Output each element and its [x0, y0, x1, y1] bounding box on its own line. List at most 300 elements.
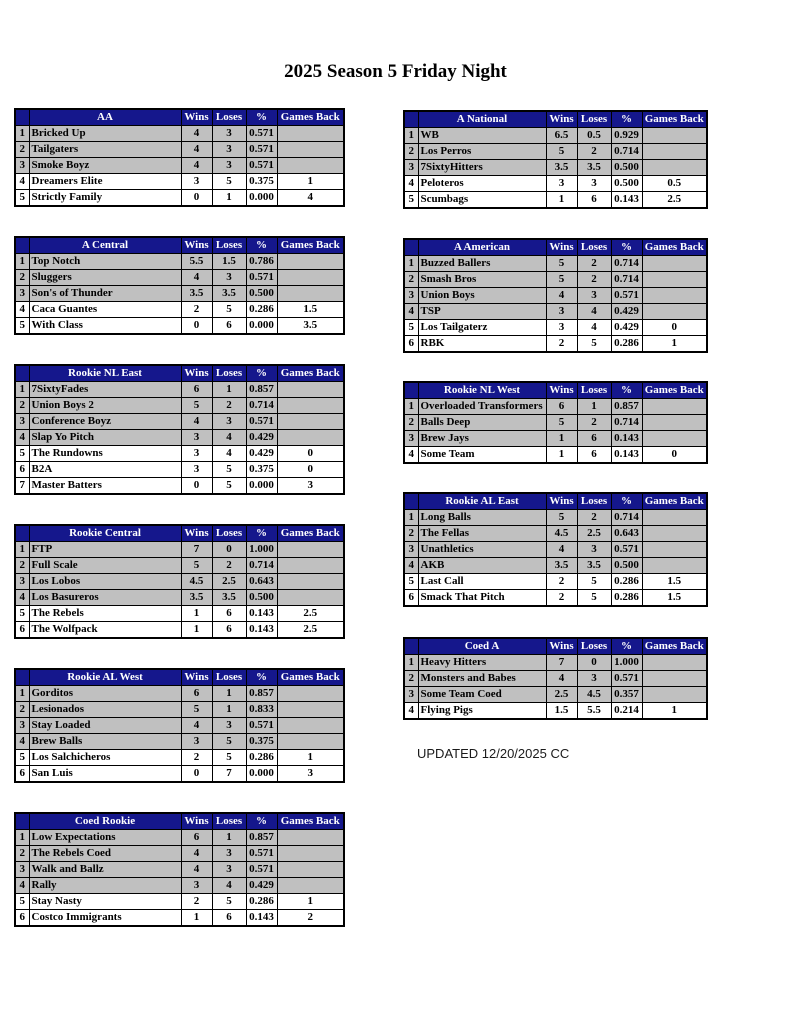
team-name-cell: Top Notch [29, 254, 181, 270]
team-name-cell: Los Salchicheros [29, 750, 181, 766]
team-name-cell: TSP [418, 304, 546, 320]
loses-cell: 3 [212, 414, 246, 430]
wins-cell: 2.5 [546, 687, 577, 703]
wins-cell: 3 [546, 176, 577, 192]
loses-cell: 1 [212, 702, 246, 718]
standings-row [404, 304, 707, 320]
wins-cell: 0 [181, 190, 212, 207]
loses-cell: 5.5 [577, 703, 611, 720]
loses-header: Loses [577, 239, 611, 256]
team-name-cell: RBK [418, 336, 546, 353]
pct-cell: 0.571 [246, 414, 277, 430]
standings-table [403, 381, 708, 464]
standings-row [404, 415, 707, 431]
games-back-cell: 3 [277, 478, 344, 495]
pct-cell: 0.500 [611, 176, 642, 192]
division-name: Rookie NL East [29, 365, 181, 382]
games-back-cell: 4 [277, 190, 344, 207]
wins-cell: 3.5 [546, 558, 577, 574]
standings-row [15, 270, 344, 286]
wins-cell: 4.5 [546, 526, 577, 542]
standings-row [15, 174, 344, 190]
games-back-cell [277, 286, 344, 302]
standings-row [404, 526, 707, 542]
loses-cell: 3 [212, 862, 246, 878]
loses-cell: 1 [212, 686, 246, 702]
loses-cell: 5 [212, 894, 246, 910]
games-back-cell: 1 [642, 703, 707, 720]
rank-cell: 4 [15, 302, 29, 318]
pct-cell: 0.571 [246, 718, 277, 734]
rank-cell: 4 [404, 703, 418, 720]
games-back-cell [642, 671, 707, 687]
corner-cell [404, 638, 418, 655]
division-name: Rookie Central [29, 525, 181, 542]
pct-cell: 0.571 [611, 542, 642, 558]
pct-cell: 0.000 [246, 478, 277, 495]
standings-row [15, 382, 344, 398]
standings-table-aa [14, 108, 345, 207]
team-name-cell: WB [418, 128, 546, 144]
standings-row [15, 286, 344, 302]
pct-cell: 0.429 [246, 446, 277, 462]
games-back-cell: 0 [277, 462, 344, 478]
wins-cell: 6 [181, 830, 212, 846]
pct-cell: 0.143 [246, 622, 277, 639]
pct-cell: 0.500 [611, 558, 642, 574]
standings-row [15, 574, 344, 590]
loses-cell: 0 [577, 655, 611, 671]
wins-cell: 5 [181, 558, 212, 574]
standings-row [404, 655, 707, 671]
loses-cell: 1.5 [212, 254, 246, 270]
team-name-cell: FTP [29, 542, 181, 558]
games-back-cell [277, 270, 344, 286]
rank-cell: 4 [404, 447, 418, 464]
rank-cell: 2 [404, 272, 418, 288]
pct-cell: 0.571 [246, 846, 277, 862]
loses-cell: 7 [212, 766, 246, 783]
standings-table-a-central [14, 236, 345, 335]
standings-row [404, 510, 707, 526]
team-name-cell: Scumbags [418, 192, 546, 209]
rank-cell: 1 [404, 399, 418, 415]
rank-cell: 5 [15, 750, 29, 766]
pct-header: % [246, 669, 277, 686]
standings-row [404, 431, 707, 447]
wins-cell: 5 [546, 256, 577, 272]
team-name-cell: Costco Immigrants [29, 910, 181, 927]
division-name: A Central [29, 237, 181, 254]
standings-table [403, 110, 708, 209]
pct-cell: 0.286 [611, 590, 642, 607]
pct-cell: 0.714 [611, 415, 642, 431]
standings-row [404, 272, 707, 288]
loses-cell: 6 [577, 431, 611, 447]
loses-cell: 4 [212, 430, 246, 446]
pct-cell: 0.643 [611, 526, 642, 542]
standings-row [404, 176, 707, 192]
rank-cell: 3 [404, 687, 418, 703]
wins-cell: 0 [181, 766, 212, 783]
wins-cell: 2 [181, 302, 212, 318]
team-name-cell: Some Team [418, 447, 546, 464]
loses-cell: 1 [212, 190, 246, 207]
standings-row [15, 478, 344, 495]
games-back-cell [642, 256, 707, 272]
standings-table [14, 524, 345, 639]
games-back-header: Games Back [642, 111, 707, 128]
pct-cell: 0.429 [246, 878, 277, 894]
rank-cell: 2 [404, 526, 418, 542]
standings-row [15, 558, 344, 574]
standings-row [15, 830, 344, 846]
standings-row [15, 686, 344, 702]
loses-cell: 3.5 [577, 558, 611, 574]
games-back-cell [642, 415, 707, 431]
games-back-cell [277, 430, 344, 446]
loses-cell: 0.5 [577, 128, 611, 144]
standings-row [404, 160, 707, 176]
wins-cell: 4 [546, 288, 577, 304]
wins-cell: 1 [546, 192, 577, 209]
corner-cell [15, 669, 29, 686]
wins-cell: 3 [181, 446, 212, 462]
rank-cell: 3 [404, 160, 418, 176]
standings-table [14, 812, 345, 927]
division-name: A American [418, 239, 546, 256]
pct-header: % [611, 493, 642, 510]
rank-cell: 1 [15, 126, 29, 142]
wins-cell: 5 [181, 702, 212, 718]
rank-cell: 2 [404, 144, 418, 160]
standings-table-a-american [403, 238, 708, 353]
wins-cell: 1 [181, 910, 212, 927]
standings-table-rookie-al-west [14, 668, 345, 783]
rank-cell: 2 [404, 671, 418, 687]
team-name-cell: Los Basureros [29, 590, 181, 606]
rank-cell: 3 [15, 158, 29, 174]
pct-cell: 0.143 [611, 431, 642, 447]
rank-cell: 1 [15, 254, 29, 270]
rank-cell: 1 [404, 510, 418, 526]
rank-cell: 5 [404, 574, 418, 590]
team-name-cell: Smoke Boyz [29, 158, 181, 174]
wins-cell: 3.5 [546, 160, 577, 176]
team-name-cell: Sluggers [29, 270, 181, 286]
loses-cell: 6 [212, 910, 246, 927]
standings-row [404, 144, 707, 160]
pct-cell: 0.714 [611, 256, 642, 272]
standings-row [15, 878, 344, 894]
pct-cell: 0.833 [246, 702, 277, 718]
pct-cell: 0.571 [246, 862, 277, 878]
pct-cell: 0.786 [246, 254, 277, 270]
pct-cell: 0.375 [246, 174, 277, 190]
page-title: 2025 Season 5 Friday Night [284, 61, 507, 82]
loses-cell: 5 [577, 574, 611, 590]
standings-row [15, 142, 344, 158]
standings-row [15, 398, 344, 414]
team-name-cell: Union Boys 2 [29, 398, 181, 414]
loses-cell: 1 [212, 830, 246, 846]
pct-cell: 0.571 [246, 142, 277, 158]
wins-cell: 3 [546, 304, 577, 320]
pct-header: % [611, 111, 642, 128]
games-back-cell [277, 718, 344, 734]
standings-row [15, 766, 344, 783]
rank-cell: 1 [404, 256, 418, 272]
rank-cell: 7 [15, 478, 29, 495]
wins-cell: 3 [181, 734, 212, 750]
team-name-cell: Overloaded Transformers [418, 399, 546, 415]
rank-cell: 6 [15, 622, 29, 639]
wins-cell: 5 [181, 398, 212, 414]
rank-cell: 3 [15, 286, 29, 302]
wins-cell: 1 [546, 447, 577, 464]
games-back-cell [642, 304, 707, 320]
team-name-cell: Los Tailgaterz [418, 320, 546, 336]
loses-cell: 4 [212, 878, 246, 894]
loses-cell: 2 [212, 398, 246, 414]
rank-cell: 1 [15, 542, 29, 558]
rank-cell: 4 [404, 558, 418, 574]
updated-note: UPDATED 12/20/2025 CC [417, 746, 570, 761]
loses-cell: 3 [577, 542, 611, 558]
loses-header: Loses [212, 813, 246, 830]
rank-cell: 3 [404, 431, 418, 447]
rank-cell: 2 [15, 270, 29, 286]
wins-cell: 0 [181, 318, 212, 335]
games-back-header: Games Back [277, 813, 344, 830]
team-name-cell: The Rebels Coed [29, 846, 181, 862]
header-row [15, 237, 344, 254]
wins-header: Wins [181, 365, 212, 382]
pct-header: % [611, 382, 642, 399]
games-back-header: Games Back [277, 237, 344, 254]
games-back-cell [642, 272, 707, 288]
wins-cell: 3.5 [181, 286, 212, 302]
team-name-cell: Peloteros [418, 176, 546, 192]
games-back-cell [642, 144, 707, 160]
games-back-cell [277, 382, 344, 398]
loses-cell: 3 [577, 176, 611, 192]
loses-header: Loses [212, 365, 246, 382]
header-row [404, 382, 707, 399]
loses-cell: 2.5 [212, 574, 246, 590]
pct-cell: 0.714 [611, 144, 642, 160]
standings-table [14, 668, 345, 783]
rank-cell: 3 [15, 574, 29, 590]
standings-table [403, 637, 708, 720]
standings-table [14, 364, 345, 495]
rank-cell: 3 [15, 414, 29, 430]
standings-table-rookie-al-east [403, 492, 708, 607]
rank-cell: 3 [404, 542, 418, 558]
rank-cell: 2 [15, 558, 29, 574]
loses-header: Loses [577, 382, 611, 399]
standings-row [404, 256, 707, 272]
pct-cell: 0.571 [246, 126, 277, 142]
standings-row [404, 128, 707, 144]
standings-table-coed-a [403, 637, 708, 720]
pct-header: % [611, 638, 642, 655]
team-name-cell: Full Scale [29, 558, 181, 574]
team-name-cell: Walk and Ballz [29, 862, 181, 878]
standings-row [15, 894, 344, 910]
pct-cell: 0.571 [611, 288, 642, 304]
rank-cell: 5 [15, 606, 29, 622]
wins-cell: 6 [546, 399, 577, 415]
wins-cell: 5.5 [181, 254, 212, 270]
rank-cell: 4 [15, 430, 29, 446]
rank-cell: 5 [15, 894, 29, 910]
loses-cell: 5 [577, 336, 611, 353]
header-row [15, 525, 344, 542]
team-name-cell: Heavy Hitters [418, 655, 546, 671]
standings-row [15, 846, 344, 862]
pct-cell: 0.357 [611, 687, 642, 703]
pct-cell: 0.143 [611, 192, 642, 209]
pct-cell: 0.375 [246, 734, 277, 750]
team-name-cell: Son's of Thunder [29, 286, 181, 302]
loses-cell: 3.5 [577, 160, 611, 176]
loses-cell: 6 [577, 192, 611, 209]
standings-row [404, 671, 707, 687]
rank-cell: 4 [404, 304, 418, 320]
pct-header: % [246, 109, 277, 126]
games-back-cell [642, 542, 707, 558]
team-name-cell: Lesionados [29, 702, 181, 718]
wins-header: Wins [181, 237, 212, 254]
games-back-header: Games Back [277, 365, 344, 382]
rank-cell: 6 [15, 910, 29, 927]
loses-cell: 6 [577, 447, 611, 464]
games-back-cell [642, 431, 707, 447]
standings-row [404, 574, 707, 590]
standings-row [15, 542, 344, 558]
pct-cell: 0.857 [246, 382, 277, 398]
rank-cell: 2 [404, 415, 418, 431]
games-back-cell [277, 702, 344, 718]
standings-row [15, 702, 344, 718]
games-back-cell [277, 254, 344, 270]
games-back-cell: 1 [277, 894, 344, 910]
pct-cell: 0.286 [246, 302, 277, 318]
loses-header: Loses [212, 525, 246, 542]
games-back-cell: 2.5 [277, 622, 344, 639]
rank-cell: 4 [404, 176, 418, 192]
wins-cell: 3 [181, 430, 212, 446]
games-back-header: Games Back [277, 109, 344, 126]
loses-cell: 3 [212, 158, 246, 174]
standings-row [404, 192, 707, 209]
corner-cell [404, 493, 418, 510]
rank-cell: 4 [15, 878, 29, 894]
pct-cell: 0.429 [246, 430, 277, 446]
games-back-cell: 1 [642, 336, 707, 353]
header-row [15, 365, 344, 382]
games-back-cell [277, 830, 344, 846]
wins-cell: 4 [181, 718, 212, 734]
loses-header: Loses [577, 638, 611, 655]
pct-cell: 0.000 [246, 190, 277, 207]
standings-table-coed-rookie [14, 812, 345, 927]
games-back-cell: 0 [277, 446, 344, 462]
header-row [404, 239, 707, 256]
standings-row [15, 254, 344, 270]
wins-cell: 2 [181, 750, 212, 766]
standings-table-rookie-nl-east [14, 364, 345, 495]
loses-cell: 2.5 [577, 526, 611, 542]
games-back-cell [277, 542, 344, 558]
wins-cell: 6 [181, 382, 212, 398]
pct-cell: 0.857 [246, 830, 277, 846]
team-name-cell: AKB [418, 558, 546, 574]
division-name: A National [418, 111, 546, 128]
standings-table [403, 238, 708, 353]
games-back-header: Games Back [277, 525, 344, 542]
pct-cell: 0.143 [246, 910, 277, 927]
wins-cell: 4 [181, 862, 212, 878]
team-name-cell: The Fellas [418, 526, 546, 542]
rank-cell: 6 [404, 336, 418, 353]
games-back-cell [642, 558, 707, 574]
team-name-cell: Rally [29, 878, 181, 894]
team-name-cell: Some Team Coed [418, 687, 546, 703]
wins-cell: 1.5 [546, 703, 577, 720]
standings-row [404, 703, 707, 720]
rank-cell: 5 [15, 318, 29, 335]
team-name-cell: Master Batters [29, 478, 181, 495]
games-back-cell: 1.5 [277, 302, 344, 318]
rank-cell: 3 [15, 718, 29, 734]
team-name-cell: Gorditos [29, 686, 181, 702]
loses-cell: 5 [577, 590, 611, 607]
games-back-cell [277, 126, 344, 142]
loses-cell: 4 [577, 304, 611, 320]
loses-cell: 2 [577, 272, 611, 288]
games-back-cell [642, 687, 707, 703]
pct-header: % [246, 525, 277, 542]
pct-cell: 0.143 [246, 606, 277, 622]
corner-cell [15, 525, 29, 542]
loses-cell: 6 [212, 318, 246, 335]
pct-cell: 0.857 [246, 686, 277, 702]
loses-cell: 2 [212, 558, 246, 574]
rank-cell: 6 [404, 590, 418, 607]
team-name-cell: Dreamers Elite [29, 174, 181, 190]
team-name-cell: Tailgaters [29, 142, 181, 158]
wins-header: Wins [546, 382, 577, 399]
team-name-cell: Flying Pigs [418, 703, 546, 720]
wins-cell: 4 [181, 414, 212, 430]
wins-header: Wins [546, 638, 577, 655]
wins-cell: 5 [546, 510, 577, 526]
rank-cell: 1 [15, 830, 29, 846]
wins-cell: 5 [546, 272, 577, 288]
rank-cell: 4 [15, 590, 29, 606]
standings-row [404, 447, 707, 464]
loses-cell: 6 [212, 622, 246, 639]
team-name-cell: 7SixtyHitters [418, 160, 546, 176]
standings-row [404, 542, 707, 558]
team-name-cell: The Rundowns [29, 446, 181, 462]
loses-cell: 4 [212, 446, 246, 462]
division-name: Coed A [418, 638, 546, 655]
corner-cell [404, 111, 418, 128]
games-back-header: Games Back [277, 669, 344, 686]
